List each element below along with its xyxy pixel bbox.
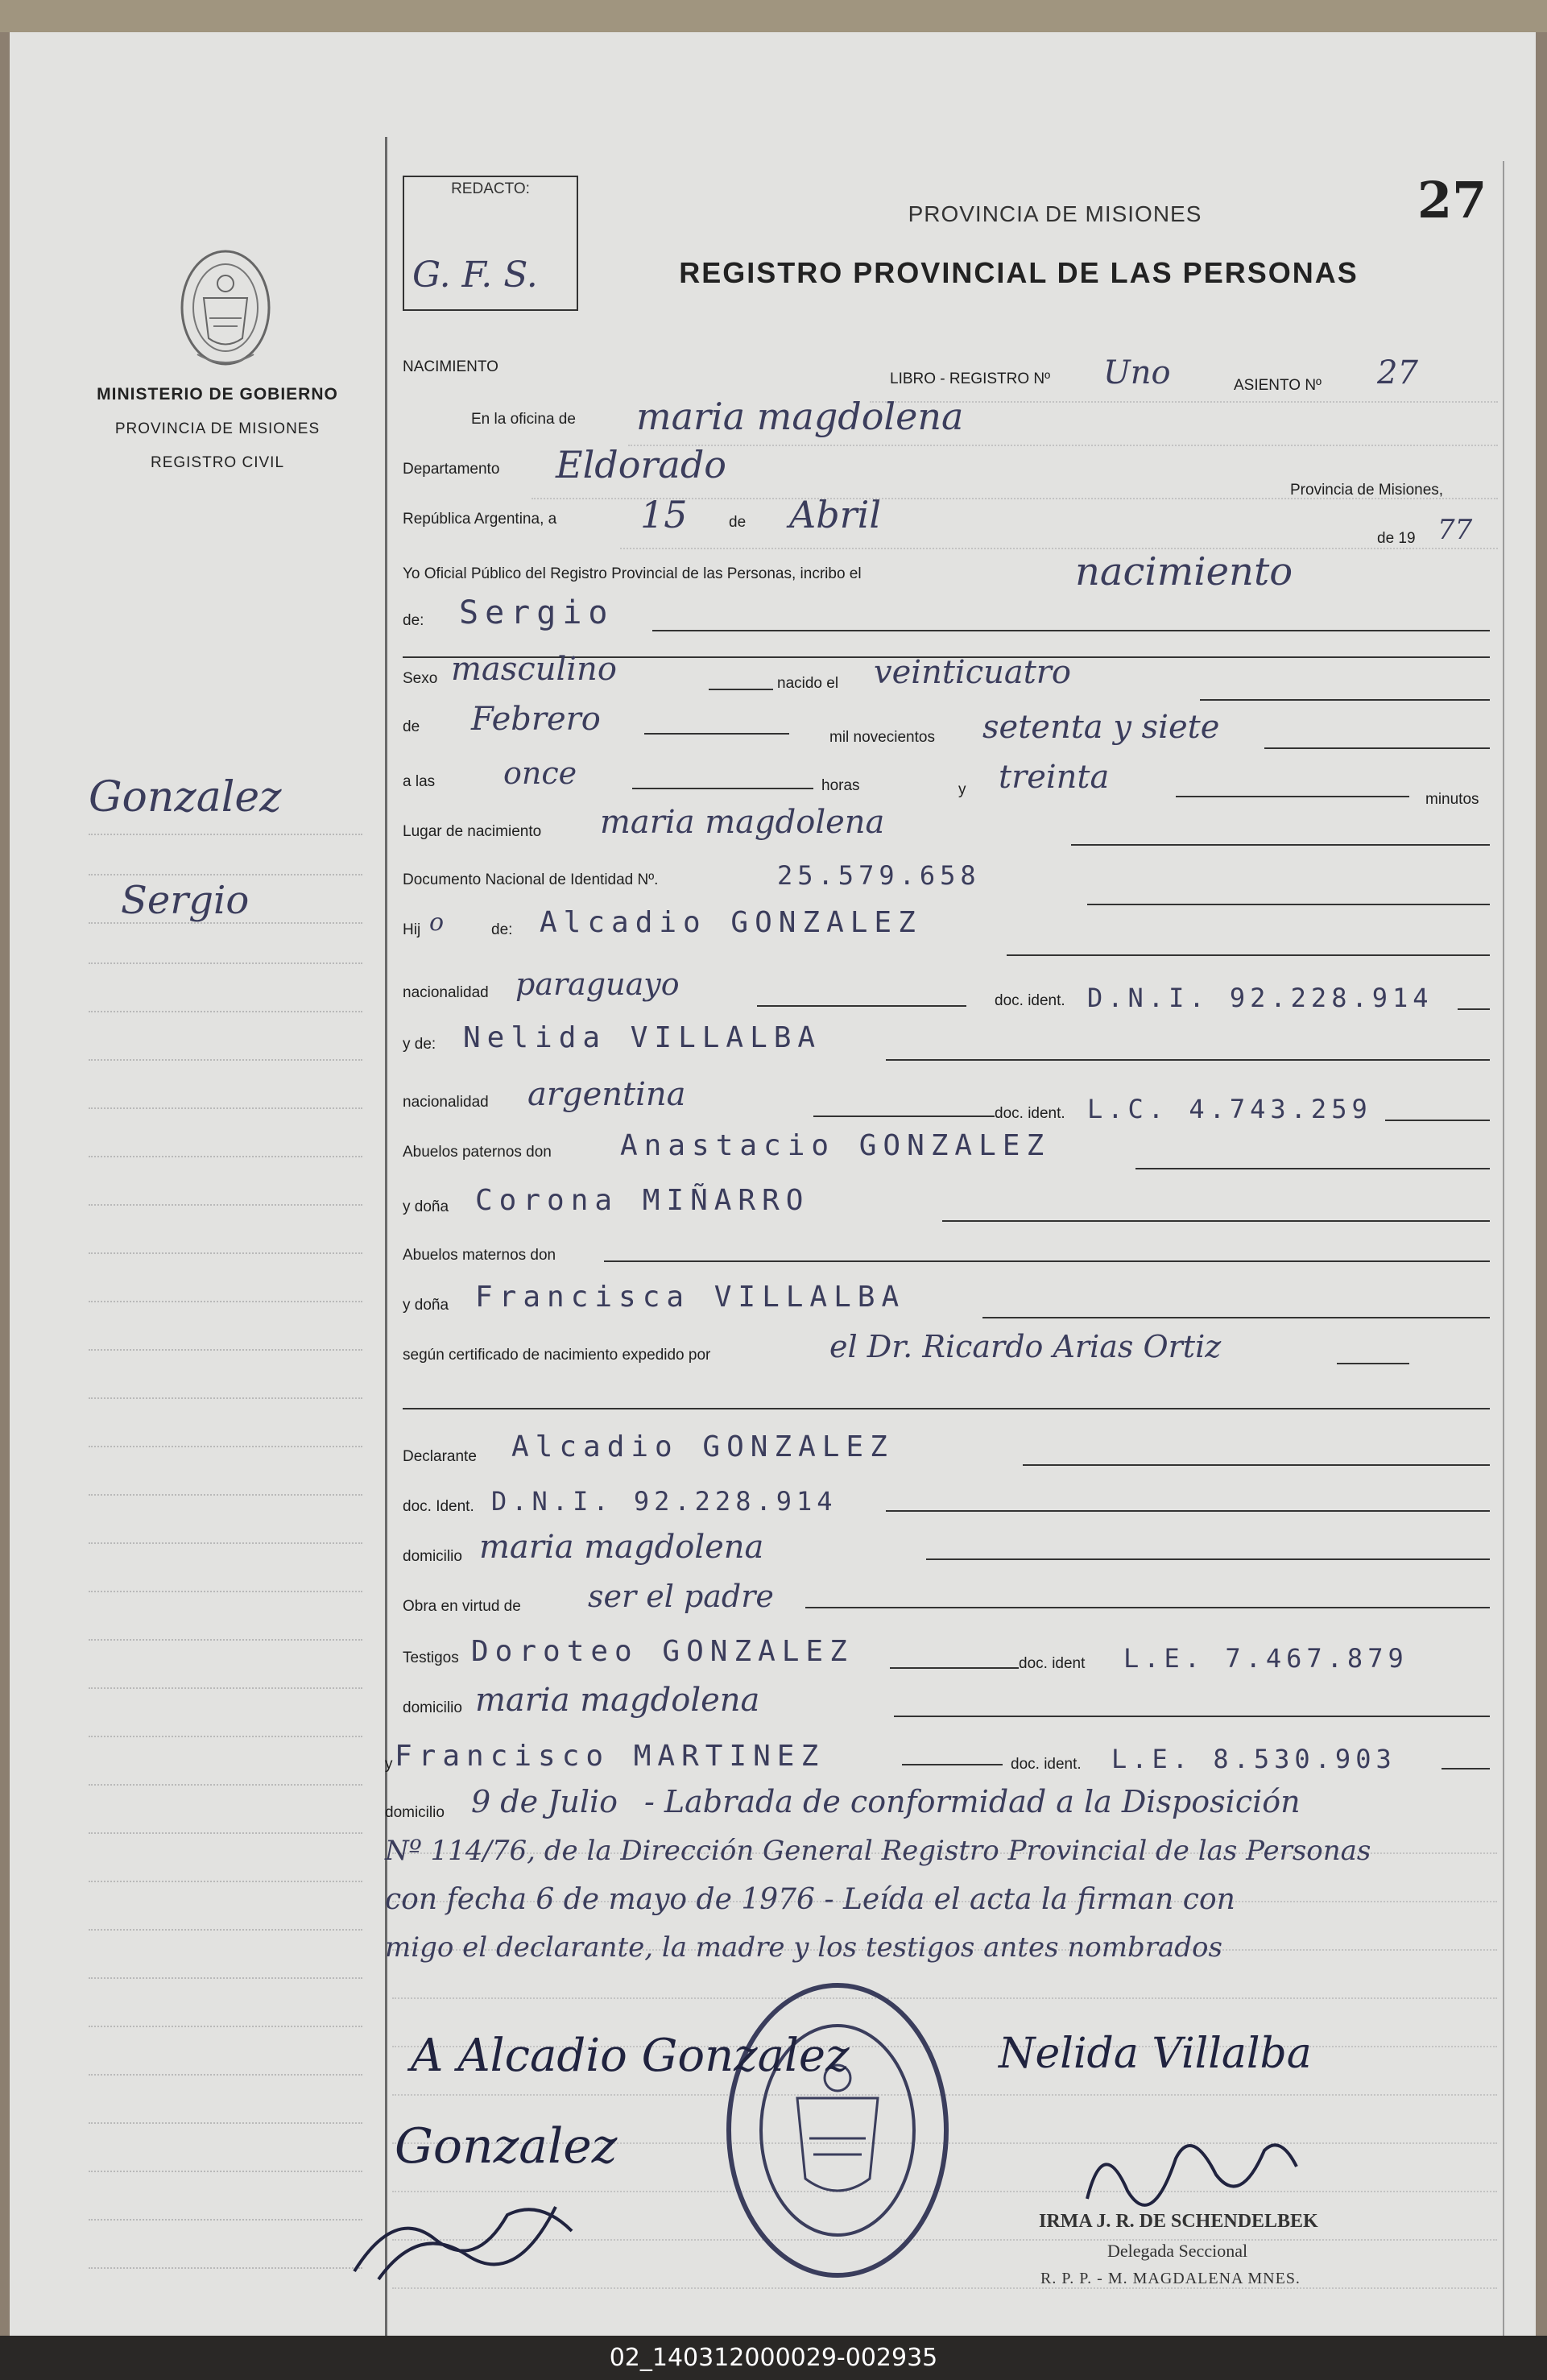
nacido-label: nacido el — [777, 675, 839, 692]
redacto-box — [403, 176, 578, 311]
blank-line — [813, 1115, 995, 1117]
registry-title: REGISTRO PROVINCIAL DE LAS PERSONAS — [679, 256, 1359, 289]
name-de-label: de: — [403, 612, 424, 629]
note-line-1: - Labrada de conformidad a la Disposición — [644, 1784, 1301, 1819]
coat-of-arms-icon — [173, 242, 278, 370]
note-line-4: migo el declarante, la madre y los testigos antes nombrados — [385, 1931, 1222, 1964]
ministry-province: PROVINCIA DE MISIONES — [114, 420, 321, 437]
margin-rule — [89, 1349, 362, 1351]
blank-line — [604, 1260, 1490, 1262]
margin-rule — [89, 1881, 362, 1882]
section-divider — [403, 1408, 1490, 1409]
mes-value: Febrero — [471, 701, 601, 738]
oficina-label: En la oficina de — [471, 411, 576, 428]
official-name: IRMA J. R. DE SCHENDELBEK — [1039, 2211, 1318, 2232]
hora-value: once — [503, 755, 577, 791]
margin-rule — [89, 1832, 362, 1834]
abuelos-maternos-label: Abuelos maternos don — [403, 1247, 556, 1264]
blank-line — [757, 1005, 966, 1007]
paternal-grandmother: Corona MIÑARRO — [475, 1184, 810, 1217]
margin-rule — [89, 1204, 362, 1206]
margin-rule — [89, 1494, 362, 1496]
body-rule — [392, 2287, 1497, 2289]
blank-line — [1458, 1008, 1490, 1010]
margin-rule — [89, 2122, 362, 2124]
date-de-label: de — [729, 514, 747, 531]
month-value: Abril — [789, 493, 882, 536]
sexo-label: Sexo — [403, 670, 438, 687]
doc-t2-value: L.E. 8.530.903 — [1111, 1744, 1396, 1774]
blank-line — [942, 1220, 1490, 1222]
domicilio2-value: maria magdolena — [475, 1682, 760, 1719]
margin-rule — [89, 2267, 362, 2269]
official-title: Delegada Seccional — [1107, 2241, 1248, 2261]
nac2-value: argentina — [527, 1076, 686, 1113]
abuelos-paternos-label: Abuelos paternos don — [403, 1144, 552, 1161]
margin-rule — [89, 1059, 362, 1061]
hijo-suffix: o — [429, 909, 445, 937]
lugar-value: maria magdolena — [600, 804, 885, 841]
hijo-de-label: de: — [491, 921, 513, 938]
margin-rule — [89, 2171, 362, 2172]
redacto-label: REDACTO: — [451, 180, 530, 197]
dni-value: 25.579.658 — [777, 860, 981, 891]
blank-line — [1135, 1168, 1490, 1169]
margin-rule — [89, 1301, 362, 1302]
y-dona-label-2: y doña — [403, 1297, 449, 1314]
margin-rule — [89, 1929, 362, 1931]
margin-rule — [89, 1736, 362, 1737]
certificado-value: el Dr. Ricardo Arias Ortiz — [829, 1329, 1222, 1364]
registry-seal-icon — [721, 1977, 954, 2283]
horas-label: horas — [821, 777, 860, 794]
blank-line — [982, 1317, 1490, 1318]
father-name: Alcadio GONZALEZ — [540, 906, 922, 939]
doc-t1-value: L.E. 7.467.879 — [1123, 1643, 1408, 1674]
mes-de-label: de — [403, 718, 420, 735]
doc-ident-label: doc. Ident. — [403, 1498, 474, 1515]
paternal-grandfather: Anastacio GONZALEZ — [620, 1129, 1051, 1162]
domicilio-label: domicilio — [403, 1548, 462, 1565]
doc1-value: D.N.I. 92.228.914 — [1087, 983, 1433, 1013]
margin-rule — [89, 2074, 362, 2076]
redacto-initials: G. F. S. — [412, 255, 538, 296]
mil-value: setenta y siete — [982, 709, 1220, 746]
declarante-name: Alcadio GONZALEZ — [511, 1430, 894, 1463]
provincia-label: Provincia de Misiones, — [1290, 482, 1444, 499]
oficina-value: maria magdolena — [636, 395, 964, 438]
day-value: 15 — [640, 493, 688, 536]
blank-line — [652, 630, 1490, 631]
dni-label: Documento Nacional de Identidad Nº. — [403, 871, 659, 888]
minutos-value: treinta — [999, 759, 1110, 796]
year-value: 77 — [1437, 514, 1473, 546]
nac2-label: nacionalidad — [403, 1094, 489, 1111]
certificado-label: según certificado de nacimiento expedido por — [403, 1347, 711, 1364]
testigos-label: Testigos — [403, 1649, 459, 1666]
testigo1-name: Doroteo GONZALEZ — [471, 1635, 854, 1668]
testigo2-name: Francisco MARTINEZ — [395, 1740, 825, 1773]
mother-name: Nelida VILLALBA — [463, 1021, 822, 1054]
blank-line — [1264, 747, 1490, 749]
blank-line — [805, 1607, 1490, 1608]
oficial-label: Yo Oficial Público del Registro Provincial de las Personas, incribo el — [403, 565, 862, 582]
blank-line — [1087, 904, 1490, 905]
y2-label: y — [385, 1756, 393, 1773]
margin-rule — [89, 2026, 362, 2027]
margin-rule — [89, 1446, 362, 1447]
child-name: Sergio — [459, 594, 614, 631]
margin-rule — [89, 1107, 362, 1109]
maternal-grandmother: Francisca VILLALBA — [475, 1281, 906, 1314]
nac1-value: paraguayo — [515, 966, 680, 1002]
signature-madre: Nelida Villalba — [999, 2030, 1312, 2078]
departamento-label: Departamento — [403, 461, 500, 478]
domicilio3-label: domicilio — [385, 1804, 445, 1821]
domicilio-value: maria magdolena — [479, 1529, 764, 1566]
margin-rule — [89, 874, 362, 875]
signature-testigo: Gonzalez — [395, 2118, 618, 2175]
doc2-label: doc. ident. — [995, 1105, 1065, 1122]
asiento-value: 27 — [1377, 354, 1418, 391]
sexo-value: masculino — [451, 651, 617, 688]
doc-t1-label: doc. ident — [1019, 1655, 1086, 1672]
minutos-label: minutos — [1425, 791, 1479, 808]
record-type-label: NACIMIENTO — [403, 358, 498, 375]
margin-surname: Gonzalez — [89, 773, 282, 822]
margin-rule — [89, 1156, 362, 1157]
page-top-edge — [0, 0, 1547, 32]
lugar-label: Lugar de nacimiento — [403, 823, 542, 840]
asiento-label: ASIENTO Nº — [1234, 377, 1322, 394]
libro-label: LIBRO - REGISTRO Nº — [890, 370, 1051, 387]
domicilio3-value: 9 de Julio — [471, 1784, 618, 1819]
blank-line — [1385, 1120, 1490, 1121]
signature-scribble-icon — [346, 2175, 588, 2287]
blank-line — [1176, 796, 1409, 797]
nacido-value: veinticuatro — [874, 654, 1071, 691]
blank-line — [644, 733, 789, 735]
page-number: 27 — [1417, 171, 1487, 230]
blank-line — [890, 1667, 1019, 1669]
doc1-label: doc. ident. — [995, 992, 1065, 1009]
y-de-label: y de: — [403, 1036, 436, 1053]
image-caption: 02_140312000029-002935 — [0, 2336, 1547, 2380]
margin-rule — [89, 2219, 362, 2221]
signature-declarante: A Alcadio Gonzalez — [411, 2030, 850, 2082]
blank-line — [926, 1558, 1490, 1560]
blank-line — [632, 788, 813, 789]
margin-rule — [89, 1542, 362, 1544]
note-line-3: con fecha 6 de mayo de 1976 - Leída el acta la firman con — [385, 1883, 1235, 1916]
blank-line — [886, 1059, 1490, 1061]
margin-rule — [89, 1687, 362, 1689]
mil-label: mil novecientos — [829, 729, 935, 746]
blank-line — [902, 1764, 1003, 1765]
margin-rule — [89, 1397, 362, 1399]
margin-rule — [89, 1784, 362, 1786]
body-rule — [870, 401, 1498, 403]
note-line-2: Nº 114/76, de la Dirección General Registro Provincial de las Personas — [385, 1835, 1371, 1867]
body-rule — [620, 548, 1498, 549]
doc-t2-label: doc. ident. — [1011, 1756, 1082, 1773]
official-office: R. P. P. - M. MAGDALENA MNES. — [1040, 2270, 1301, 2287]
margin-given-name: Sergio — [121, 878, 250, 923]
margin-line — [385, 137, 387, 2336]
blank-line — [886, 1510, 1490, 1512]
margin-rule — [89, 1011, 362, 1012]
blank-line — [894, 1716, 1490, 1717]
doc-ident-value: D.N.I. 92.228.914 — [491, 1486, 838, 1517]
departamento-value: Eldorado — [556, 443, 726, 486]
blank-line — [709, 689, 773, 690]
year-label: de 19 — [1377, 530, 1416, 547]
ministry-name: MINISTERIO DE GOBIERNO — [97, 385, 338, 404]
republica-label: República Argentina, a — [403, 511, 557, 528]
domicilio2-label: domicilio — [403, 1699, 462, 1716]
libro-value: Uno — [1103, 354, 1171, 391]
margin-rule — [89, 1639, 362, 1641]
margin-rule — [89, 962, 362, 964]
blank-line — [1023, 1464, 1490, 1466]
y-label: y — [958, 781, 966, 798]
body-rule — [628, 445, 1498, 446]
obra-label: Obra en virtud de — [403, 1598, 521, 1615]
nac1-label: nacionalidad — [403, 984, 489, 1001]
blank-line — [1200, 699, 1490, 701]
declarante-label: Declarante — [403, 1448, 477, 1465]
y-dona-label: y doña — [403, 1198, 449, 1215]
margin-rule — [89, 1977, 362, 1979]
blank-line — [1442, 1768, 1490, 1769]
hijo-label: Hij — [403, 921, 421, 938]
oficial-value: nacimiento — [1075, 549, 1293, 594]
margin-rule — [89, 1591, 362, 1592]
blank-line — [1337, 1363, 1409, 1364]
obra-value: ser el padre — [588, 1579, 774, 1614]
ministry-office: REGISTRO CIVIL — [150, 454, 285, 471]
doc2-value: L.C. 4.743.259 — [1087, 1094, 1372, 1124]
margin-rule — [89, 834, 362, 835]
blank-line — [1007, 954, 1490, 956]
blank-line — [1071, 844, 1490, 846]
a-las-label: a las — [403, 773, 436, 790]
right-border-line — [1503, 161, 1504, 2336]
province-title: PROVINCIA DE MISIONES — [908, 201, 1202, 226]
margin-rule — [89, 1252, 362, 1254]
